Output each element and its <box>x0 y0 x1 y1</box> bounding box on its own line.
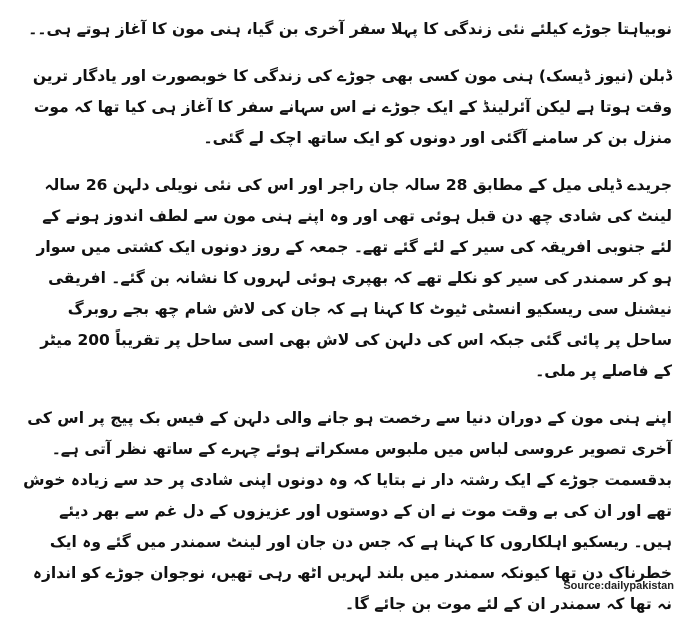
article-paragraph-details: جریدے ڈیلی میل کے مطابق 28 سالہ جان راجر اور اس کی نئی نویلی دلہن 26 سالہ لینٹ کی شادی چھ دن قبل ہوئی تھی اور وہ اپنے ہنی مون سے لطف اندوز ہونے کے لئے جنوبی افریقہ کی سیر کے لئے گئے تھے۔ جمعہ کے روز دونوں ایک کشتی میں سوار ہو کر سمندر کی سیر کو نکلے تھے کہ بھپری ہوئی لہروں کا نشانہ بن گئے۔ افریقی نیشنل سی ریسکیو انسٹی ٹیوٹ کا کہنا ہے کہ جان کی لاش شام چھ بجے روبرگ ساحل پر پائی گئی جبکہ اس کی دلہن کی لاش بھی اسی ساحل پر تقریباً 200 میٹر کے فاصلے پر ملی۔ <box>36 176 672 380</box>
article-paragraph-intro: ڈبلن (نیوز ڈیسک) ہنی مون کسی بھی جوڑے کی زندگی کا خوبصورت اور یادگار ترین وقت ہوتا ہے لیکن آئرلینڈ کے ایک جوڑے نے اس سہانے سفر کا آغاز ہی کیا تھا کہ موت منزل بن کر سامنے آگئی اور دونوں کو ایک ساتھ اچک لے گئی۔ <box>32 67 672 147</box>
article-paragraph-conclusion: اپنے ہنی مون کے دوران دنیا سے رخصت ہو جانے والی دلہن کے فیس بک پیج پر اس کی آخری تصویر عروسی لباس میں ملبوس مسکراتے ہوئے چہرے کے ساتھ نظر آتی ہے۔ بدقسمت جوڑے کے ایک رشتہ دار نے بتایا کہ وہ دونوں اپنی شادی پر حد سے زیادہ خوش تھے اور ان کی بے وقت موت نے ان کے دوستوں اور عزیزوں کے دل غم سے بھر دیئے ہیں۔ ریسکیو اہلکاروں کا کہنا ہے کہ جس دن جان اور لینٹ سمندر میں گئے وہ ایک خطرناک دن تھا کیونکہ سمندر میں بلند لہریں اٹھ رہی تھیں، نوجوان جوڑے کو اندازہ نہ تھا کہ سمندر ان کے لئے موت بن جائے گا۔ <box>23 409 672 613</box>
article-body <box>22 14 672 636</box>
source-credit: Source:dailypakistan <box>563 580 674 592</box>
article-headline: نوبیاہتا جوڑے کیلئے نئی زندگی کا پہلا سفر آخری بن گیا، ہنی مون کا آغاز ہوتے ہی۔۔ <box>28 20 672 38</box>
